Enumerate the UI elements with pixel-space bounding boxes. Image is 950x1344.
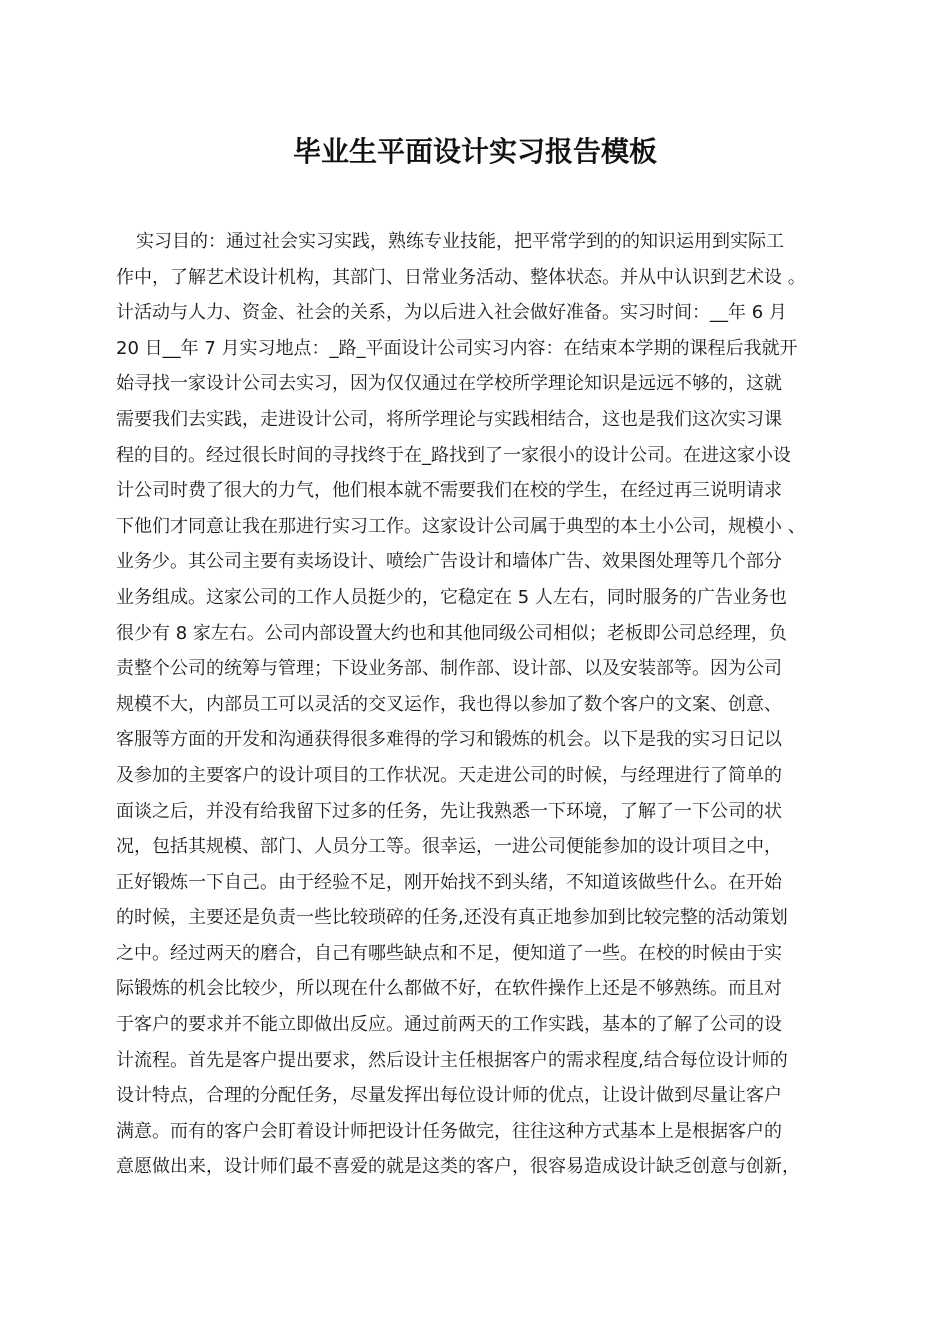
body-line: 况，包括其规模、部门、人员分工等。很幸运，一进公司便能参加的设计项目之中，	[116, 836, 782, 858]
body-line: 作中，了解艺术设计机构，其部门、日常业务活动、整体状态。并从中认识到艺术设 。	[116, 266, 806, 288]
body-line: 规模不大，内部员工可以灵活的交叉运作，我也得以参加了数个客户的文案、创意、	[116, 693, 782, 715]
body-line: 正好锻炼一下自己。由于经验不足，刚开始找不到头绪，不知道该做些什么。在开始	[116, 871, 782, 893]
body-line: 需要我们去实践，走进设计公司，将所学理论与实践相结合，这也是我们这次实习课	[116, 408, 782, 430]
body-line: 业务组成。这家公司的工作人员挺少的，它稳定在 5 人左右，同时服务的广告业务也	[116, 586, 787, 608]
body-line: 业务少。其公司主要有卖场设计、喷绘广告设计和墙体广告、效果图处理等几个部分	[116, 551, 782, 573]
body-line: 很少有 8 家左右。公司内部设置大约也和其他同级公司相似；老板即公司总经理，负	[116, 622, 787, 644]
body-line: 及参加的主要客户的设计项目的工作状况。天走进公司的时候，与经理进行了简单的	[116, 764, 782, 786]
body-line: 责整个公司的统筹与管理；下设业务部、制作部、设计部、以及安装部等。因为公司	[116, 658, 782, 680]
body-line: 计流程。首先是客户提出要求，然后设计主任根据客户的需求程度,结合每位设计师的	[116, 1049, 788, 1071]
document-body	[116, 224, 836, 1185]
body-line: 于客户的要求并不能立即做出反应。通过前两天的工作实践，基本的了解了公司的设	[116, 1014, 782, 1036]
body-line: 的时候，主要还是负责一些比较琐碎的任务,还没有真正地参加到比较完整的活动策划	[116, 907, 788, 929]
document-title: 毕业生平面设计实习报告模板	[292, 135, 657, 168]
body-line: 20 日__年 7 月实习地点：_路_平面设计公司实习内容：在结束本学期的课程后我就开	[116, 337, 798, 359]
body-line: 实习目的：通过社会实习实践，熟练专业技能，把平常学到的的知识运用到实际工	[136, 231, 784, 252]
body-line: 之中。经过两天的磨合，自己有哪些缺点和不足，便知道了一些。在校的时候由于实	[116, 942, 782, 964]
body-line: 面谈之后，并没有给我留下过多的任务，先让我熟悉一下环境，了解了一下公司的状	[116, 800, 782, 822]
body-line: 客服等方面的开发和沟通获得很多难得的学习和锻炼的机会。以下是我的实习日记以	[116, 729, 782, 751]
body-line: 计活动与人力、资金、社会的关系，为以后进入社会做好准备。实习时间：__年 6 月	[116, 302, 787, 324]
body-line: 下他们才同意让我在那进行实习工作。这家设计公司属于典型的本土小公司，规模小 、	[116, 515, 806, 537]
body-line: 设计特点，合理的分配任务，尽量发挥出每位设计师的优点，让设计做到尽量让客户	[116, 1085, 782, 1107]
body-line: 满意。而有的客户会盯着设计师把设计任务做完，往往这种方式基本上是根据客户的	[116, 1120, 782, 1142]
body-line: 始寻找一家设计公司去实习，因为仅仅通过在学校所学理论知识是远远不够的，这就	[116, 373, 782, 395]
body-line: 意愿做出来，设计师们最不喜爱的就是这类的客户，很容易造成设计缺乏创意与创新，	[116, 1156, 800, 1178]
body-line: 程的目的。经过很长时间的寻找终于在_路找到了一家很小的设计公司。在进这家小设	[116, 444, 791, 466]
body-line: 际锻炼的机会比较少，所以现在什么都做不好，在软件操作上还是不够熟练。而且对	[116, 978, 782, 1000]
body-line: 计公司时费了很大的力气，他们根本就不需要我们在校的学生，在经过再三说明请求	[116, 480, 782, 502]
